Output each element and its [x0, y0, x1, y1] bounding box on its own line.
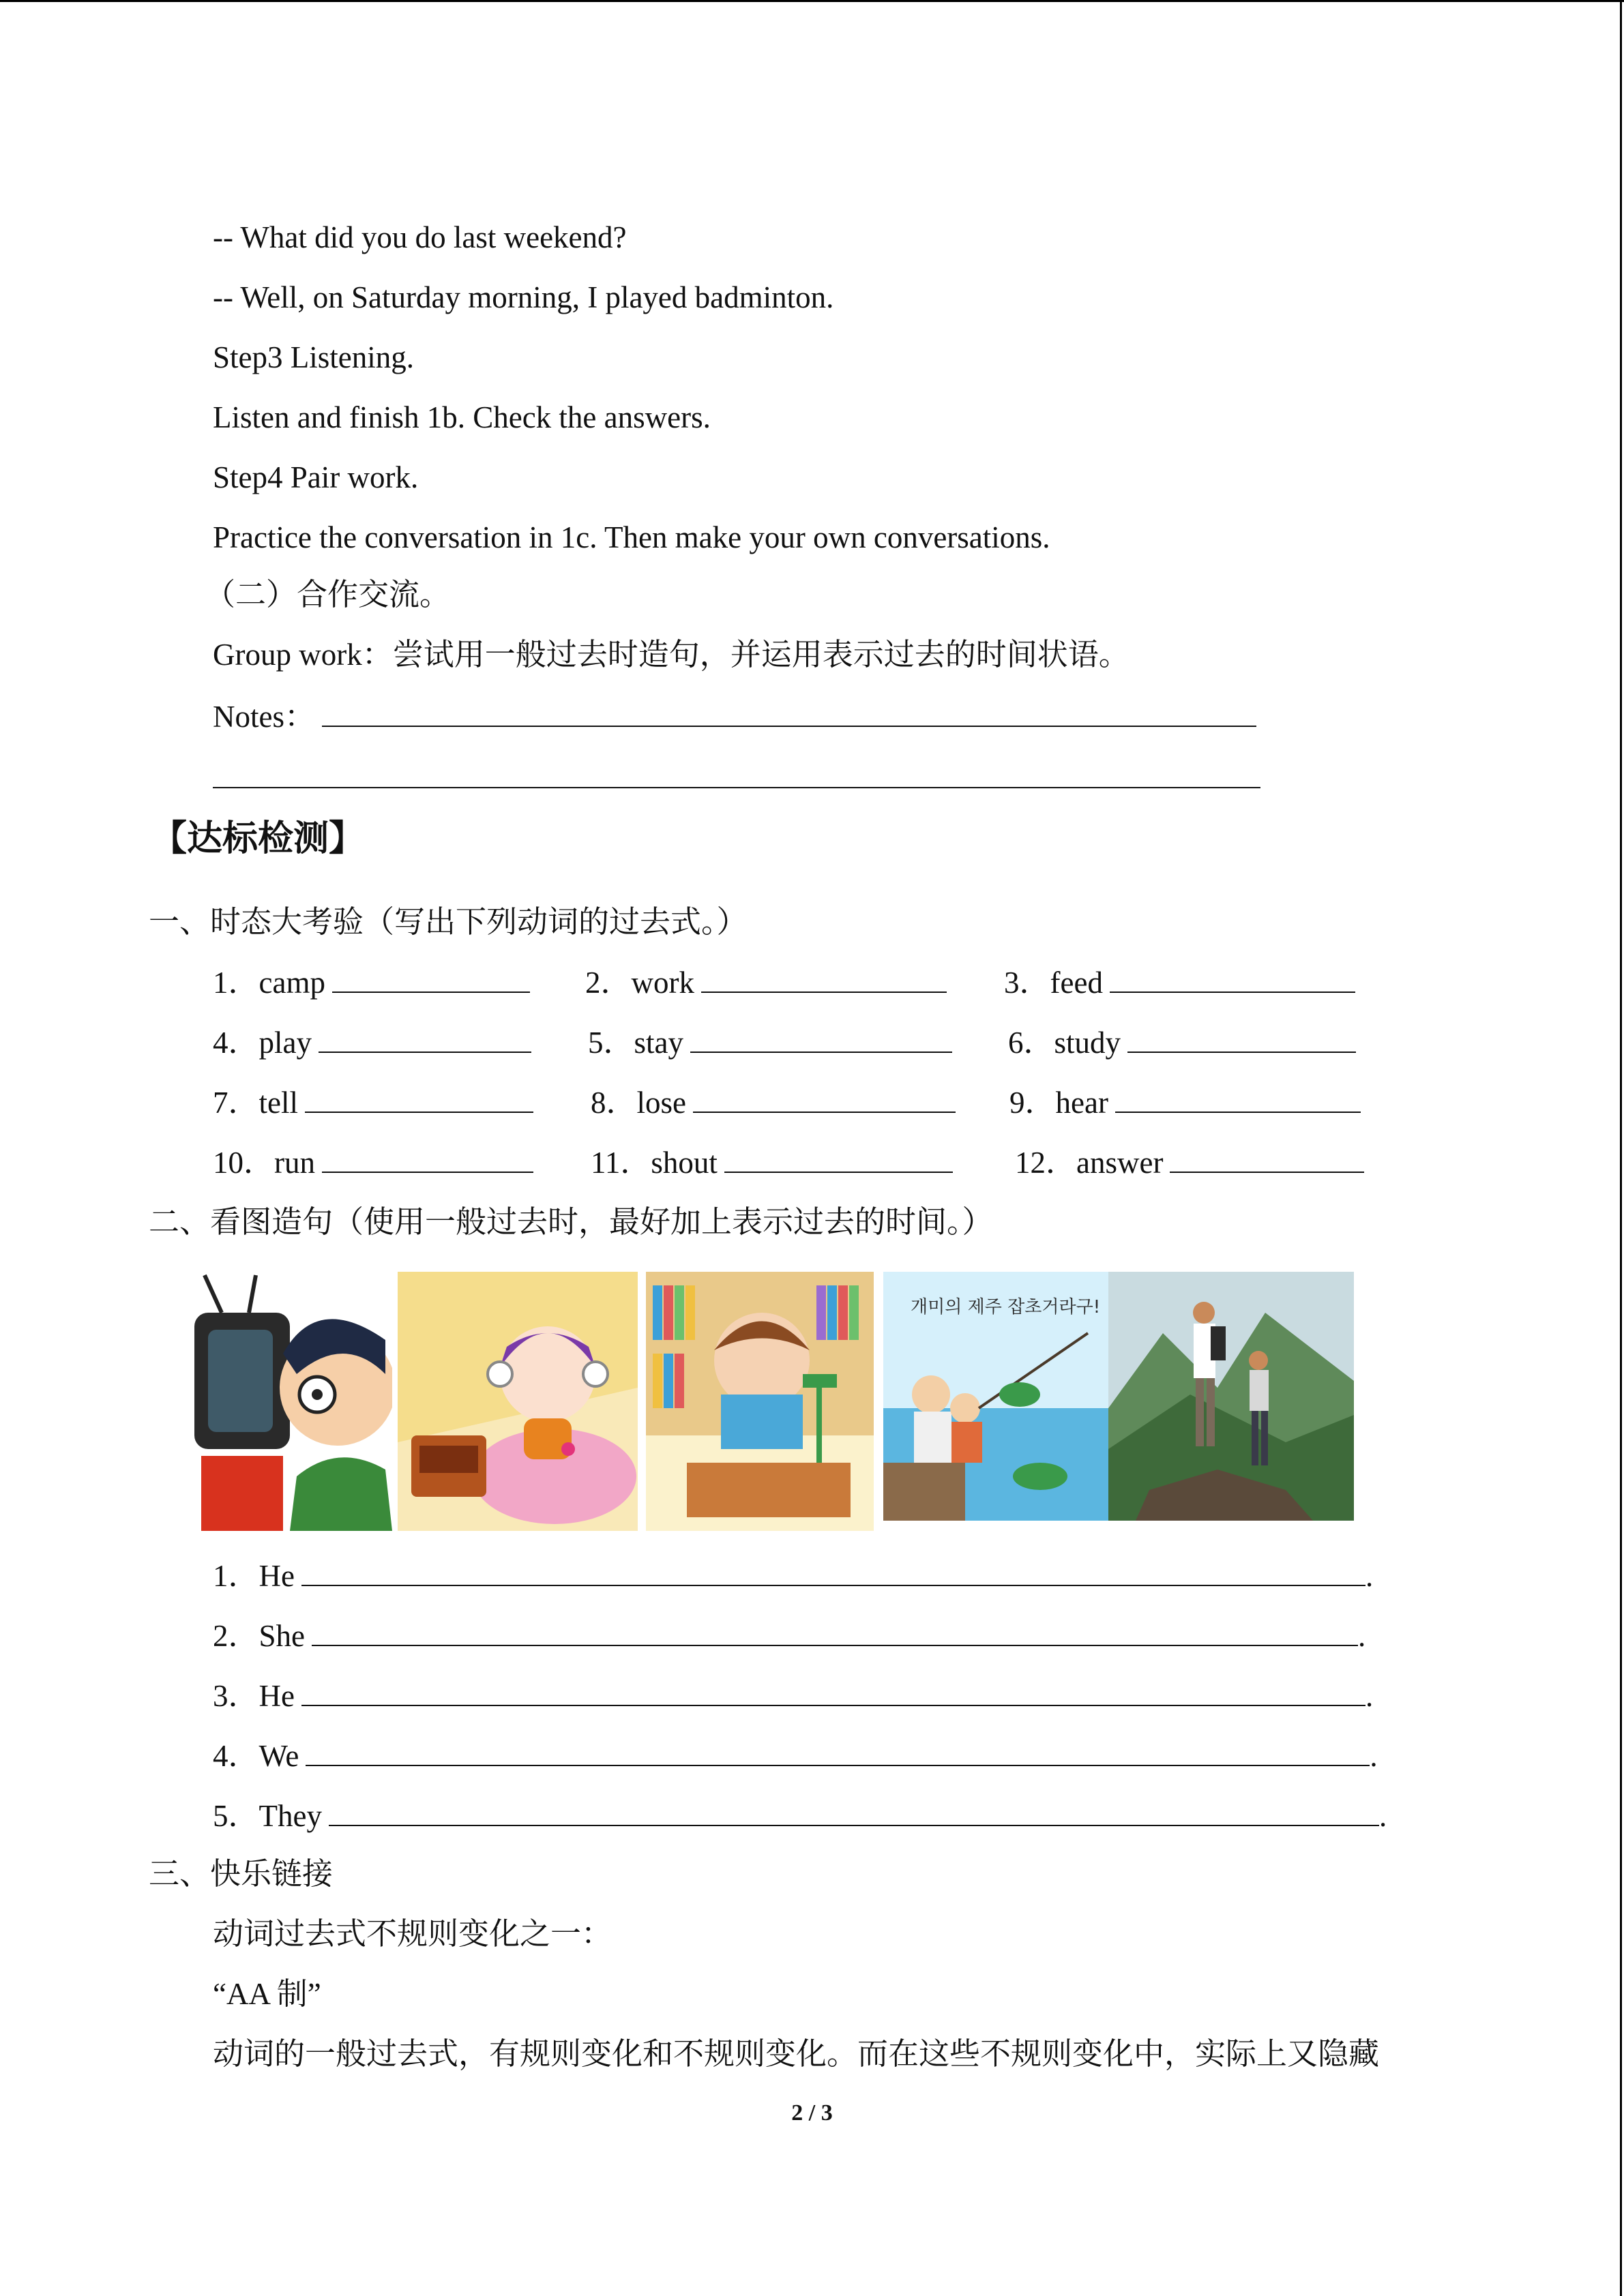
vocab-item-9: 9．hear [1009, 1082, 1361, 1123]
vocab-blank[interactable] [319, 1022, 531, 1053]
group-work-instruction: Group work：尝试用一般过去时造句，并运用表示过去的时间状语。 [213, 638, 1130, 672]
practice-instruction: Practice the conversation in 1c. Then make your own conversations. [213, 520, 1050, 554]
picture-strip [181, 1272, 1354, 1531]
section2-title: 二、看图造句（使用一般过去时，最好加上表示过去的时间。） [149, 1205, 993, 1239]
sentence-blank[interactable] [301, 1555, 1365, 1586]
dialog-question: -- What did you do last weekend? [213, 220, 627, 254]
vocab-item-4: 4．play [213, 1022, 531, 1063]
vocab-blank[interactable] [701, 961, 947, 993]
section3-title: 三、快乐链接 [149, 1857, 334, 1891]
sentence-blank[interactable] [306, 1735, 1370, 1766]
cooperation-title: （二）合作交流。 [205, 578, 451, 612]
step4-title: Step4 Pair work. [213, 460, 419, 494]
section3-subtitle: 动词过去式不规则变化之一： [213, 1917, 612, 1951]
step3-title: Step3 Listening. [213, 340, 414, 374]
vocab-item-3: 3．feed [1004, 961, 1355, 1003]
vocab-blank[interactable] [332, 961, 530, 993]
picture-boy-reading [646, 1272, 874, 1531]
section3-body: 动词的一般过去式，有规则变化和不规则变化。而在这些不规则变化中，实际上又隐藏 [213, 2037, 1380, 2071]
sentence-line-4: 4．We . [213, 1735, 1378, 1776]
notes-line-2 [213, 757, 1260, 799]
vocab-blank[interactable] [724, 1142, 953, 1173]
sentence-line-1: 1．He . [213, 1555, 1373, 1596]
vocab-blank[interactable] [1127, 1022, 1356, 1053]
vocab-blank[interactable] [1110, 961, 1355, 993]
notes-blank-2[interactable] [213, 757, 1260, 788]
sentence-blank[interactable] [329, 1795, 1379, 1826]
picture-caption: 개미의 제주 잡초거라구! [911, 1297, 1101, 1317]
dialog-answer: -- Well, on Saturday morning, I played badminton. [213, 280, 834, 314]
sentence-line-2: 2．She . [213, 1615, 1365, 1656]
vocab-blank[interactable] [305, 1082, 533, 1113]
vocab-item-6: 6．study [1008, 1022, 1356, 1063]
aa-rule-title: “AA 制” [213, 1977, 321, 2011]
vocab-item-2: 2．work [585, 961, 947, 1003]
notes-label: Notes： [213, 700, 315, 734]
sentence-blank[interactable] [301, 1675, 1365, 1706]
picture-family-fishing [883, 1272, 1108, 1521]
page-number: 2 / 3 [791, 2100, 833, 2126]
vocab-item-12: 12．answer [1015, 1142, 1364, 1183]
vocab-blank[interactable] [322, 1142, 533, 1173]
notes-line [213, 696, 1256, 737]
vocab-item-1: 1．camp [213, 961, 530, 1003]
picture-girl-listening-music [398, 1272, 638, 1531]
vocab-item-7: 7．tell [213, 1082, 533, 1123]
listen-instruction: Listen and finish 1b. Check the answers. [213, 400, 711, 434]
picture-boy-watching-tv [181, 1272, 392, 1531]
sentence-line-3: 3．He . [213, 1675, 1373, 1716]
vocab-blank[interactable] [693, 1082, 956, 1113]
vocab-item-10: 10．run [213, 1142, 533, 1183]
vocab-blank[interactable] [1170, 1142, 1364, 1173]
vocab-blank[interactable] [690, 1022, 952, 1053]
section1-title: 一、时态大考验（写出下列动词的过去式。） [149, 905, 748, 939]
vocab-item-11: 11．shout [591, 1142, 953, 1183]
notes-blank-1[interactable] [322, 696, 1256, 727]
vocab-blank[interactable] [1115, 1082, 1361, 1113]
picture-hiking [1108, 1272, 1354, 1521]
section-heading: 【达标检测】 [151, 818, 365, 859]
vocab-item-5: 5．stay [588, 1022, 952, 1063]
vocab-item-8: 8．lose [591, 1082, 956, 1123]
sentence-line-5: 5．They . [213, 1795, 1387, 1836]
sentence-blank[interactable] [312, 1615, 1358, 1646]
